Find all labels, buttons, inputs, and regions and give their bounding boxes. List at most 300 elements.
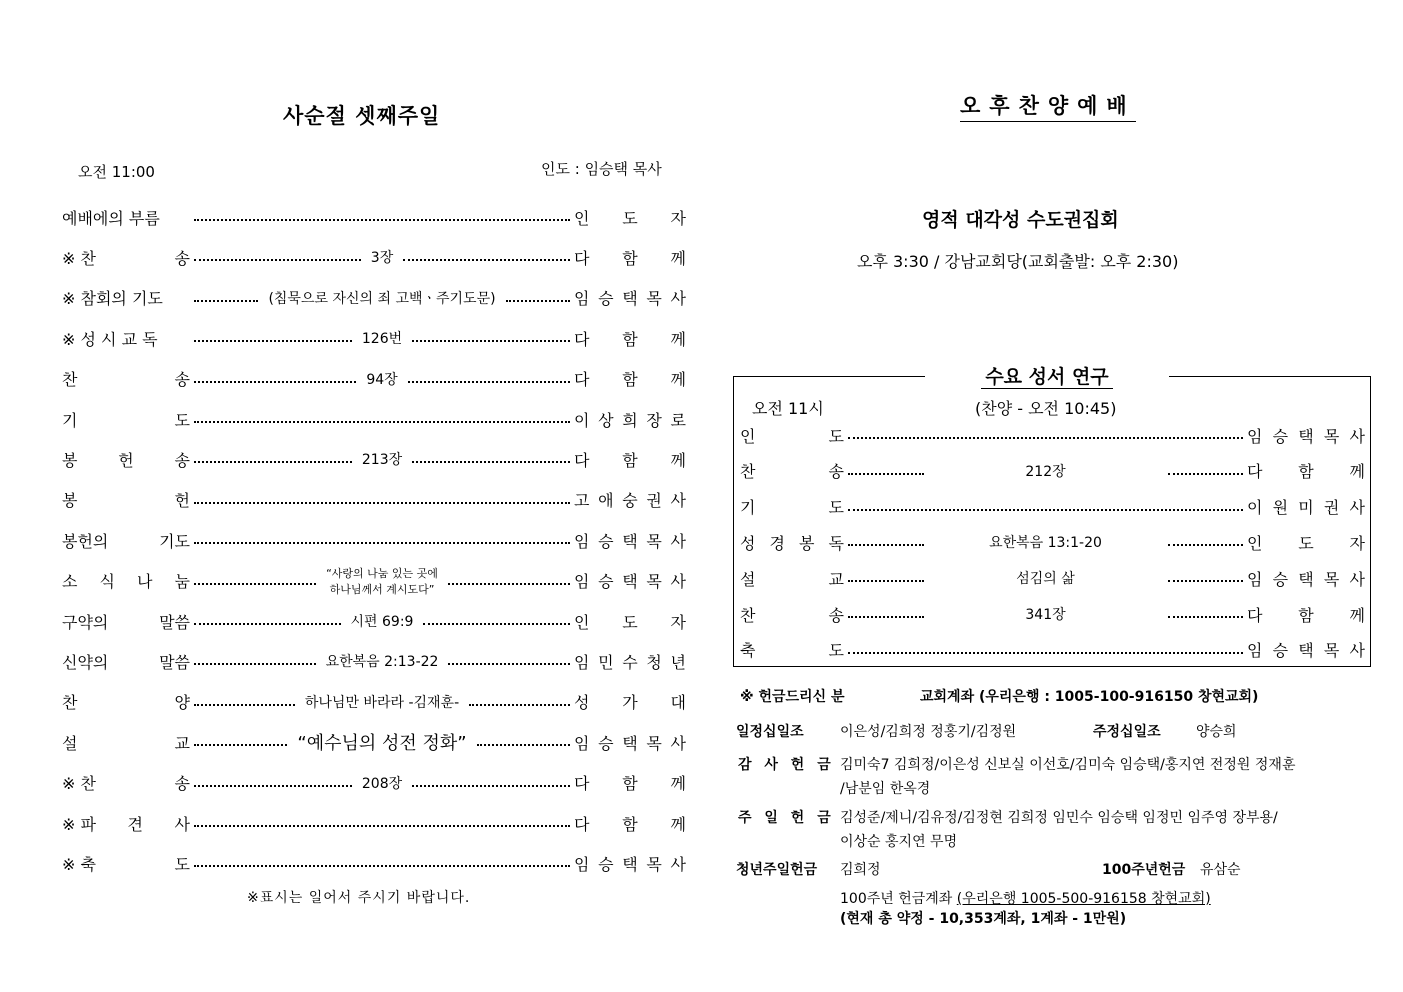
wed-item-label-part: 경 <box>769 533 785 553</box>
left-item-leader-part: 승 <box>598 733 614 753</box>
left-item-leader-part: 임 <box>574 733 590 753</box>
centennial-names: 유삼순 <box>1200 862 1241 878</box>
left-item-leader-part: 다 <box>574 814 590 834</box>
left-item-label-part: 기 <box>62 410 78 430</box>
wed-item-leader-part: 원 <box>1272 498 1289 518</box>
left-item-leader <box>574 731 686 754</box>
dotted-leader <box>194 381 356 383</box>
left-item-leader-part: 민 <box>598 652 614 672</box>
left-item-leader-part: 께 <box>670 814 686 834</box>
tithe-names: 이은성/김희정 정홍기/김정원 <box>840 724 1017 740</box>
dotted-leader <box>1168 616 1244 618</box>
wed-item-label-part: 축 <box>740 641 756 661</box>
meeting-title: 영적 대각성 수도권집회 <box>922 209 1119 231</box>
dotted-leader <box>194 865 570 867</box>
dotted-leader <box>848 652 1243 654</box>
wed-item-leader-part: 승 <box>1272 569 1289 589</box>
left-item-leader-part: 께 <box>670 329 686 349</box>
left-item-label <box>62 286 190 309</box>
wed-item-label-part: 봉 <box>799 533 815 553</box>
left-item-label-part: 송 <box>174 248 190 268</box>
left-item-leader-part: 께 <box>670 370 686 390</box>
left-item-leader <box>574 286 686 309</box>
left-item-leader-part: 가 <box>622 693 638 713</box>
left-item-detail-line: 하나님만 바라라 -김재훈- <box>304 694 460 711</box>
left-item-leader-part: 택 <box>622 289 638 309</box>
wed-item-leader-part: 함 <box>1298 605 1314 625</box>
left-item-leader-part: 사 <box>670 531 686 551</box>
dotted-leader <box>423 623 570 625</box>
wed-item-leader-part: 자 <box>1349 533 1365 553</box>
wed-item-leader-part: 인 <box>1247 533 1263 553</box>
wed-item-leader-part: 택 <box>1298 569 1314 589</box>
wed-item-leader <box>1247 638 1365 661</box>
left-item-label <box>62 650 190 673</box>
wed-item-leader-part: 택 <box>1298 641 1314 661</box>
left-item-label <box>62 690 190 713</box>
left-item-label-part: 말씀 <box>159 652 190 672</box>
left-row <box>62 284 686 312</box>
left-item-detail-line: 94장 <box>366 371 398 388</box>
dotted-leader <box>194 744 287 746</box>
left-item-label <box>62 812 190 835</box>
dotted-leader <box>194 421 570 423</box>
left-item-leader-part: 임 <box>574 652 590 672</box>
dotted-leader <box>408 381 570 383</box>
left-item-leader-part: 인 <box>574 612 590 632</box>
left-item-detail-line: 요한복음 2:13-22 <box>325 654 439 671</box>
dotted-leader <box>448 583 570 585</box>
left-item-leader-part: 상 <box>598 410 614 430</box>
wed-item-leader-part: 권 <box>1323 498 1340 518</box>
wednesday-time: 오전 11시 <box>752 399 824 418</box>
standing-note: ※표시는 일어서 주시기 바랍니다. <box>247 890 471 906</box>
left-item-label-part: ※ 파 <box>62 814 96 834</box>
youth-offering-label: 청년주일헌금 <box>736 862 818 878</box>
left-item-detail-line: 시편 69:9 <box>350 614 414 630</box>
wed-row <box>740 529 1365 555</box>
wed-item-leader-part: 택 <box>1298 426 1314 446</box>
left-item-leader-part: 다 <box>574 370 590 390</box>
wed-item-label-part: 찬 <box>740 605 756 625</box>
left-item-leader-part: 임 <box>574 531 590 551</box>
youth-offering-names: 김희정 <box>840 862 881 878</box>
wed-item-label-part: 찬 <box>740 462 756 482</box>
left-row <box>62 567 686 595</box>
left-item-leader <box>574 448 686 471</box>
wednesday-praise-time: (찬양 - 오전 10:45) <box>975 399 1117 418</box>
left-item-detail-line: “사랑의 나눔 있는 곳에 <box>326 566 438 580</box>
left-item-label-part: 교 <box>174 733 190 753</box>
left-item-label-part: 봉헌의 <box>62 531 109 551</box>
dotted-leader <box>194 825 570 827</box>
left-item-label-part: ※ 축 <box>62 854 96 874</box>
left-item-leader-part: 사 <box>670 733 686 753</box>
left-item-leader <box>574 246 686 269</box>
wed-item-leader-part: 사 <box>1349 569 1365 589</box>
left-item-detail <box>291 729 472 755</box>
left-item-label-part: 예배에의 부름 <box>62 208 160 228</box>
left-item-label-part: 신약의 <box>62 652 109 672</box>
left-item-label-part: 봉 <box>62 450 78 470</box>
left-item-leader-part: 도 <box>622 208 638 228</box>
wed-item-leader-part: 승 <box>1272 641 1289 661</box>
left-item-leader-part: 청 <box>646 652 662 672</box>
left-item-label <box>62 852 190 875</box>
left-item-detail <box>262 288 501 308</box>
left-item-label <box>62 771 190 794</box>
left-item-leader-part: 자 <box>670 208 686 228</box>
meeting-time: 오후 3:30 / 강남교회당(교회출발: 오후 2:30) <box>857 252 1179 271</box>
left-item-detail-line: (침묵으로 자신의 죄 고백ㆍ주기도문) <box>268 290 496 307</box>
left-row <box>62 728 686 756</box>
left-item-leader-part: 로 <box>670 410 686 430</box>
left-row <box>62 849 686 877</box>
left-row <box>62 203 686 231</box>
left-item-label-part: ※ 성 시 교 독 <box>62 329 158 349</box>
left-row <box>62 324 686 352</box>
left-item-label-part: 송 <box>174 774 190 794</box>
left-item-leader-part: 대 <box>670 693 686 713</box>
left-item-label <box>62 569 190 592</box>
wed-item-leader <box>1247 424 1365 447</box>
dotted-leader <box>194 259 361 261</box>
left-title: 사순절 셋째주일 <box>283 104 441 128</box>
wed-item-label <box>740 424 844 447</box>
left-item-leader-part: 함 <box>622 329 638 349</box>
wed-item-leader-part: 께 <box>1349 462 1365 482</box>
wed-item-leader-part: 승 <box>1272 426 1289 446</box>
wed-item-leader-part: 사 <box>1349 641 1365 661</box>
wed-item-leader-part: 사 <box>1349 498 1365 518</box>
wed-item-leader-part: 목 <box>1323 569 1340 589</box>
centennial-label: 100주년헌금 <box>1102 862 1186 878</box>
left-item-leader-part: 성 <box>574 693 590 713</box>
wed-item-label-part: 기 <box>740 498 756 518</box>
left-item-label-part: 봉 <box>62 491 78 511</box>
dotted-leader <box>469 704 570 706</box>
left-item-leader-part: 함 <box>622 774 638 794</box>
wed-item-leader-part: 께 <box>1349 605 1365 625</box>
wed-item-leader <box>1247 531 1365 554</box>
left-item-leader <box>574 650 686 673</box>
dotted-leader <box>506 300 570 302</box>
wed-item-leader <box>1247 495 1365 518</box>
dotted-leader <box>1168 580 1244 582</box>
left-item-leader-part: 이 <box>574 410 590 430</box>
wed-item-label <box>740 459 844 482</box>
left-row <box>62 688 686 716</box>
wed-item-label <box>740 567 844 590</box>
left-item-leader-part: 께 <box>670 774 686 794</box>
left-item-leader-part: 께 <box>670 450 686 470</box>
wed-item-label-part: 설 <box>740 569 756 589</box>
left-item-label-part: ※ 찬 <box>62 774 96 794</box>
thanks-names-2: /남분임 한옥경 <box>840 781 931 797</box>
wed-item-leader <box>1247 459 1365 482</box>
offering-label: ※ 헌금드리신 분 <box>740 689 845 705</box>
wed-item-label-part: 송 <box>828 462 844 482</box>
left-item-label-part: 찬 <box>62 693 78 713</box>
dotted-leader <box>448 663 570 665</box>
wed-item-leader-part: 함 <box>1298 462 1314 482</box>
dotted-leader <box>848 544 924 546</box>
left-item-leader <box>574 812 686 835</box>
wed-item-detail <box>928 461 1164 481</box>
dotted-leader <box>848 509 1243 511</box>
left-item-label-part: 양 <box>174 693 190 713</box>
wed-item-detail-line: 요한복음 13:1-20 <box>989 535 1102 552</box>
left-item-label-part: 견 <box>127 814 143 834</box>
right-title: 오후찬양예배 <box>960 90 1136 122</box>
left-item-label-part: 기도 <box>159 531 190 551</box>
left-item-detail-line: 126번 <box>361 331 403 348</box>
wed-item-leader-part: 임 <box>1247 569 1263 589</box>
left-item-leader-part: 다 <box>574 329 590 349</box>
left-item-label <box>62 367 190 390</box>
dotted-leader <box>194 785 352 787</box>
left-item-label-part: 나 <box>137 572 153 592</box>
left-item-detail <box>365 247 399 267</box>
dotted-leader <box>412 461 570 463</box>
left-item-leader <box>574 206 686 229</box>
left-item-leader <box>574 529 686 552</box>
left-row <box>62 647 686 675</box>
left-item-label-part: 송 <box>174 450 190 470</box>
left-item-detail <box>320 565 444 597</box>
left-row <box>62 445 686 473</box>
left-row <box>62 243 686 271</box>
sunday-names-1: 김성준/제니/김유정/김정현 김희정 임민수 임승택 임정민 임주영 장부용/ <box>840 810 1278 826</box>
dotted-leader <box>412 785 570 787</box>
left-item-leader-part: 사 <box>670 854 686 874</box>
left-item-label-part: 사 <box>174 814 190 834</box>
dotted-leader <box>848 473 924 475</box>
wed-row <box>740 637 1365 663</box>
dotted-leader <box>194 583 316 585</box>
left-item-detail <box>345 611 420 631</box>
left-item-label-part: 헌 <box>118 450 134 470</box>
left-item-leader-part: 다 <box>574 450 590 470</box>
left-row <box>62 809 686 837</box>
wed-item-leader-part: 임 <box>1247 641 1263 661</box>
left-item-label <box>62 448 190 471</box>
left-item-leader-part: 함 <box>622 248 638 268</box>
weekly-tithe-names: 양승희 <box>1196 724 1237 740</box>
wed-item-detail <box>928 604 1164 624</box>
sunday-label: 주 일 헌 금 <box>738 810 835 826</box>
wed-item-label-part: 인 <box>740 426 756 446</box>
left-item-label-part: 식 <box>99 572 115 592</box>
dotted-leader <box>194 704 295 706</box>
dotted-leader <box>1168 544 1244 546</box>
left-item-detail <box>356 449 408 469</box>
left-item-leader-part: 임 <box>574 854 590 874</box>
left-item-leader-part: 목 <box>646 854 662 874</box>
left-item-leader-part: 년 <box>670 652 686 672</box>
wed-item-label-part: 성 <box>740 533 756 553</box>
left-item-leader-part: 사 <box>670 289 686 309</box>
wed-item-label-part: 도 <box>828 426 844 446</box>
left-item-label-part: 눔 <box>174 572 190 592</box>
wed-item-leader-part: 목 <box>1323 426 1340 446</box>
left-item-label-part: 설 <box>62 733 78 753</box>
dotted-leader <box>194 340 352 342</box>
left-item-leader-part: 도 <box>622 612 638 632</box>
left-item-leader-part: 자 <box>670 612 686 632</box>
dotted-leader <box>194 219 570 221</box>
wed-row <box>740 458 1365 484</box>
left-item-leader <box>574 610 686 633</box>
left-item-leader-part: 택 <box>622 531 638 551</box>
wed-item-leader-part: 임 <box>1247 426 1263 446</box>
left-item-detail-line: 213장 <box>361 452 403 469</box>
left-item-leader-part: 함 <box>622 450 638 470</box>
dotted-leader <box>194 502 570 504</box>
left-item-leader-part: 택 <box>622 733 638 753</box>
left-item-detail-line: 3장 <box>370 250 394 267</box>
wed-item-label-part: 도 <box>828 498 844 518</box>
left-item-label <box>62 529 190 552</box>
wed-item-label-part: 도 <box>828 641 844 661</box>
left-item-leader-part: 승 <box>598 572 614 592</box>
left-item-leader <box>574 367 686 390</box>
wed-item-detail-line: 212장 <box>1025 463 1066 480</box>
wed-item-detail-line: 섬김의 삶 <box>1016 571 1075 588</box>
left-item-leader-part: 사 <box>670 572 686 592</box>
dotted-leader <box>194 542 570 544</box>
left-item-leader-part: 께 <box>670 248 686 268</box>
left-item-leader-part: 권 <box>646 491 662 511</box>
left-item-label <box>62 488 190 511</box>
centennial-total: (현재 총 약정 - 10,353계좌, 1계좌 - 1만원) <box>840 911 1127 927</box>
left-item-detail <box>356 328 408 348</box>
left-item-label <box>62 327 190 350</box>
left-row <box>62 769 686 797</box>
left-item-leader <box>574 327 686 350</box>
wed-item-leader-part: 사 <box>1349 426 1365 446</box>
wed-item-detail <box>928 568 1164 588</box>
left-item-label-part: 도 <box>174 410 190 430</box>
left-item-detail <box>299 692 465 712</box>
left-item-leader-part: 숭 <box>622 491 638 511</box>
left-item-leader-part: 희 <box>622 410 638 430</box>
wed-item-leader <box>1247 567 1365 590</box>
dotted-leader <box>1168 473 1244 475</box>
left-item-leader-part: 승 <box>598 854 614 874</box>
church-account: 교회계좌 (우리은행 : 1005-100-916150 창현교회) <box>920 689 1259 705</box>
left-item-label-part: 말씀 <box>159 612 190 632</box>
left-item-detail <box>360 369 403 389</box>
left-item-leader-part: 고 <box>574 491 590 511</box>
wed-item-label <box>740 495 844 518</box>
wed-item-leader-part: 다 <box>1247 605 1263 625</box>
thanks-names-1: 김미숙7 김희정/이은성 신보실 이선호/김미숙 임승택/홍지연 전정원 정재훈 <box>840 757 1296 773</box>
wed-item-label <box>740 603 844 626</box>
wed-item-label-part: 송 <box>828 605 844 625</box>
left-item-leader-part: 승 <box>598 289 614 309</box>
left-item-leader-part: 목 <box>646 733 662 753</box>
left-item-detail-line: “예수님의 성전 정화” <box>297 733 467 755</box>
left-item-leader-part: 수 <box>622 652 638 672</box>
wed-item-leader <box>1247 603 1365 626</box>
left-item-leader <box>574 771 686 794</box>
dotted-leader <box>477 744 570 746</box>
left-item-detail-line: 하나님께서 계시도다” <box>329 582 435 596</box>
wed-item-detail <box>928 532 1164 552</box>
left-item-label <box>62 731 190 754</box>
left-row <box>62 486 686 514</box>
wed-item-label-part: 교 <box>828 569 844 589</box>
left-item-detail <box>320 651 445 671</box>
dotted-leader <box>848 580 924 582</box>
left-item-leader <box>574 488 686 511</box>
left-time: 오전 11:00 <box>78 163 155 181</box>
left-item-leader-part: 임 <box>574 289 590 309</box>
left-item-leader <box>574 569 686 592</box>
left-row <box>62 365 686 393</box>
left-item-label-part: 소 <box>62 572 78 592</box>
dotted-leader <box>194 623 341 625</box>
left-item-leader <box>574 852 686 875</box>
left-item-leader-part: 애 <box>598 491 614 511</box>
wed-item-leader-part: 미 <box>1298 498 1314 518</box>
wed-item-leader-part: 다 <box>1247 462 1263 482</box>
left-item-leader-part: 다 <box>574 774 590 794</box>
left-item-label-part: ※ 참회의 기도 <box>62 289 163 309</box>
left-item-leader-part: 목 <box>646 572 662 592</box>
left-leader: 인도 : 임승택 목사 <box>541 160 662 178</box>
wed-row <box>740 422 1365 448</box>
left-item-label-part: 구약의 <box>62 612 109 632</box>
centennial-account: 100주년 헌금계좌 (우리은행 1005-500-916158 창현교회) <box>840 891 1211 907</box>
wednesday-title: 수요 성서 연구 <box>925 362 1169 389</box>
tithe-label: 일정십일조 <box>736 724 804 740</box>
left-item-leader-part: 함 <box>622 814 638 834</box>
dotted-leader <box>194 663 316 665</box>
left-item-label-part: ※ 찬 <box>62 248 96 268</box>
wed-item-label-part: 독 <box>828 533 844 553</box>
dotted-leader <box>848 437 1243 439</box>
wed-item-leader-part: 도 <box>1298 533 1314 553</box>
wed-item-label <box>740 638 844 661</box>
dotted-leader <box>848 616 924 618</box>
left-item-leader-part: 함 <box>622 370 638 390</box>
left-item-leader <box>574 690 686 713</box>
left-item-leader-part: 다 <box>574 248 590 268</box>
left-item-leader-part: 택 <box>622 572 638 592</box>
wed-item-leader-part: 목 <box>1323 641 1340 661</box>
weekly-tithe-label: 주정십일조 <box>1093 724 1161 740</box>
wed-item-label <box>740 531 844 554</box>
left-item-label <box>62 408 190 431</box>
dotted-leader <box>194 461 352 463</box>
left-row <box>62 607 686 635</box>
left-item-leader-part: 목 <box>646 531 662 551</box>
wed-item-detail-line: 341장 <box>1025 607 1066 623</box>
left-item-label-part: 헌 <box>174 491 190 511</box>
left-item-label <box>62 610 190 633</box>
sunday-names-2: 이상순 홍지연 무명 <box>840 834 958 850</box>
left-item-leader-part: 장 <box>646 410 662 430</box>
left-item-leader-part: 사 <box>670 491 686 511</box>
left-item-leader-part: 택 <box>622 854 638 874</box>
left-item-label-part: 도 <box>174 854 190 874</box>
left-item-label <box>62 206 190 229</box>
dotted-leader <box>403 259 570 261</box>
left-row <box>62 405 686 433</box>
left-item-label-part: 찬 <box>62 370 78 390</box>
